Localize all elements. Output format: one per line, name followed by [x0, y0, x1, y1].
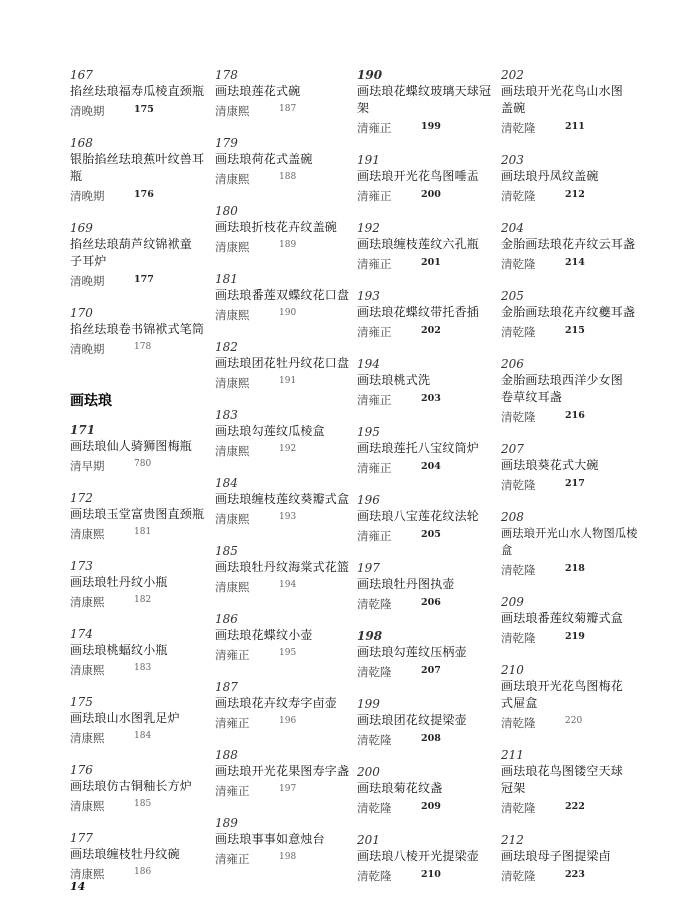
- list-item: [70, 695, 210, 746]
- entry-title: 掐丝珐琅卷书锦袱式笔筒: [70, 322, 205, 336]
- entry-title: 画珐琅折枝花卉纹盖碗: [215, 220, 338, 234]
- list-item: [215, 408, 355, 459]
- entry-era: 清康熙: [215, 376, 250, 390]
- entry-page: 182: [134, 595, 152, 605]
- list-item: [357, 425, 497, 476]
- entry-era: 清雍正: [215, 852, 250, 866]
- entry-era: 清康熙: [70, 595, 105, 609]
- entry-page: 175: [134, 104, 154, 115]
- list-item: [501, 748, 641, 816]
- entry-page: 204: [421, 461, 441, 472]
- list-item: [501, 289, 641, 340]
- entry-page: 198: [279, 852, 297, 862]
- list-item: [501, 442, 641, 493]
- entry-number: 172: [70, 491, 93, 505]
- entry-number: 188: [215, 748, 238, 762]
- list-item: [215, 680, 355, 731]
- entry-number: 206: [501, 357, 524, 371]
- list-item: [215, 544, 355, 595]
- entry-era: 清乾隆: [501, 325, 536, 339]
- entry-number: 183: [215, 408, 238, 422]
- column-1: [70, 68, 210, 882]
- entry-page: 205: [421, 529, 441, 540]
- entry-page: 195: [279, 648, 297, 658]
- entry-title: 画珐琅玉堂富贵图直颈瓶: [70, 507, 205, 521]
- entry-page: 185: [134, 799, 152, 809]
- list-item: [70, 306, 210, 357]
- entry-page: 220: [565, 716, 583, 726]
- entry-era: 清康熙: [215, 444, 250, 458]
- entry-number: 192: [357, 221, 380, 235]
- list-item: [501, 595, 641, 646]
- entry-era: 清乾隆: [501, 869, 536, 883]
- entry-number: 193: [357, 289, 380, 303]
- entry-era: 清乾隆: [501, 121, 536, 135]
- entry-page: 192: [279, 444, 297, 454]
- entry-page: 208: [421, 733, 441, 744]
- list-item: [215, 748, 355, 799]
- entry-page: 196: [279, 716, 297, 726]
- entry-page: 193: [279, 512, 297, 522]
- entry-title: 画珐琅团花牡丹纹花口盘: [215, 356, 350, 370]
- entry-number: 181: [215, 272, 238, 286]
- entry-number: 200: [357, 765, 380, 779]
- list-item: [70, 763, 210, 814]
- list-item: [215, 136, 355, 187]
- section-heading: 画珐琅: [70, 393, 112, 409]
- entry-page: 210: [421, 869, 441, 880]
- entry-page: 200: [421, 189, 441, 200]
- entry-era: 清晚期: [70, 342, 105, 356]
- entry-era: 清康熙: [215, 308, 250, 322]
- column-2: [215, 68, 355, 867]
- entry-page: 183: [134, 663, 152, 673]
- entry-page: 199: [421, 121, 441, 132]
- entry-page: 176: [134, 189, 154, 200]
- entry-title: 画珐琅番莲双蝶纹花口盘: [215, 288, 350, 302]
- entry-era: 清雍正: [357, 393, 392, 407]
- list-item: [215, 816, 355, 867]
- list-item: [501, 153, 641, 204]
- entry-number: 182: [215, 340, 238, 354]
- entry-number: 185: [215, 544, 238, 558]
- list-item: [70, 68, 210, 119]
- entry-title: 画珐琅开光花鸟图梅花式屉盒: [501, 679, 624, 710]
- entry-page: 203: [421, 393, 441, 404]
- entry-title: 画珐琅桃式洗: [357, 373, 431, 387]
- entry-era: 清康熙: [215, 104, 250, 118]
- list-item: [501, 833, 641, 884]
- entry-number: 168: [70, 136, 93, 150]
- list-item: [357, 357, 497, 408]
- entry-number: 174: [70, 627, 93, 641]
- entry-era: 清乾隆: [501, 257, 536, 271]
- entry-title: 画珐琅丹凤纹盖碗: [501, 169, 599, 183]
- entry-era: 清乾隆: [357, 733, 392, 747]
- list-item: [70, 559, 210, 610]
- entry-era: 清乾隆: [357, 801, 392, 815]
- list-item: [501, 357, 641, 425]
- entry-era: 清雍正: [215, 716, 250, 730]
- list-item: [501, 68, 641, 136]
- entry-page: 214: [565, 257, 585, 268]
- entry-number: 203: [501, 153, 524, 167]
- entry-number: 209: [501, 595, 524, 609]
- entry-title: 金胎画珐琅花卉纹夔耳盏: [501, 305, 636, 319]
- entry-number: 178: [215, 68, 238, 82]
- entry-page: 207: [421, 665, 441, 676]
- entry-number: 187: [215, 680, 238, 694]
- entry-title: 画珐琅开光花鸟图唾盂: [357, 169, 480, 183]
- entry-era: 清雍正: [357, 529, 392, 543]
- entry-number: 196: [357, 493, 380, 507]
- entry-number: 189: [215, 816, 238, 830]
- entry-page: 187: [279, 104, 297, 114]
- entry-page: 218: [565, 563, 585, 574]
- entry-title: 画珐琅牡丹纹海棠式花篮: [215, 560, 350, 574]
- entry-era: 清康熙: [70, 663, 105, 677]
- entry-era: 清乾隆: [501, 801, 536, 815]
- entry-era: 清早期: [70, 459, 105, 473]
- entry-number: 191: [357, 153, 380, 167]
- list-item: [357, 765, 497, 816]
- entry-title: 画珐琅仙人骑狮图梅瓶: [70, 439, 193, 453]
- entry-page: 212: [565, 189, 585, 200]
- entry-era: 清雍正: [215, 784, 250, 798]
- entry-page: 217: [565, 478, 585, 489]
- list-item: [357, 153, 497, 204]
- entry-page: 177: [134, 274, 154, 285]
- entry-title: 画珐琅菊花纹盏: [357, 781, 443, 795]
- entry-number: 195: [357, 425, 380, 439]
- entry-era: 清康熙: [70, 527, 105, 541]
- column-4: [501, 68, 641, 884]
- page-number: 14: [70, 880, 86, 893]
- entry-page: 178: [134, 342, 152, 352]
- list-item: [357, 561, 497, 612]
- entry-title: 画珐琅牡丹图执壶: [357, 577, 455, 591]
- list-item: [501, 663, 641, 731]
- entry-number: 179: [215, 136, 238, 150]
- list-item: [357, 289, 497, 340]
- entry-page: 197: [279, 784, 297, 794]
- entry-number: 211: [501, 748, 524, 762]
- list-item: [215, 340, 355, 391]
- entry-era: 清晚期: [70, 274, 105, 288]
- entry-title: 画珐琅八宝莲花纹法轮: [357, 509, 480, 523]
- entry-page: 222: [565, 801, 585, 812]
- list-item: [501, 221, 641, 272]
- entry-page: 223: [565, 869, 585, 880]
- list-item: [215, 612, 355, 663]
- entry-number: 170: [70, 306, 93, 320]
- entry-number: 167: [70, 68, 93, 82]
- entry-era: 清乾隆: [501, 631, 536, 645]
- list-item: [70, 221, 210, 289]
- entry-era: 清乾隆: [357, 869, 392, 883]
- entry-era: 清乾隆: [501, 189, 536, 203]
- entry-page: 209: [421, 801, 441, 812]
- entry-number: 198: [357, 629, 383, 643]
- entry-number: 208: [501, 510, 524, 524]
- entry-number: 169: [70, 221, 93, 235]
- entry-title: 画珐琅牡丹纹小瓶: [70, 575, 168, 589]
- entry-page: 194: [279, 580, 297, 590]
- list-item: [357, 68, 497, 136]
- entry-number: 204: [501, 221, 524, 235]
- entry-title: 画珐琅花卉纹寿字卣壶: [215, 696, 338, 710]
- entry-page: 780: [134, 459, 152, 469]
- list-item: [357, 493, 497, 544]
- entry-era: 清康熙: [70, 731, 105, 745]
- entry-number: 197: [357, 561, 380, 575]
- list-item: [357, 629, 497, 680]
- list-item: [215, 272, 355, 323]
- entry-title: 画珐琅八棱开光提梁壶: [357, 849, 480, 863]
- entry-title: 掐丝珐琅福寿瓜棱直颈瓶: [70, 84, 205, 98]
- list-item: [70, 491, 210, 542]
- entry-title: 画珐琅花蝶纹带托香插: [357, 305, 480, 319]
- list-item: [215, 204, 355, 255]
- entry-page: 188: [279, 172, 297, 182]
- entry-era: 清康熙: [215, 580, 250, 594]
- list-item: [70, 136, 210, 204]
- entry-number: 180: [215, 204, 238, 218]
- entry-number: 212: [501, 833, 524, 847]
- entry-title: 画珐琅莲托八宝纹筒炉: [357, 441, 480, 455]
- entry-page: 215: [565, 325, 585, 336]
- list-item: [501, 510, 641, 578]
- entry-era: 清晚期: [70, 104, 105, 118]
- entry-era: 清乾隆: [501, 563, 536, 577]
- entry-era: 清康熙: [70, 799, 105, 813]
- entry-page: 202: [421, 325, 441, 336]
- entry-title: 画珐琅莲花式碗: [215, 84, 301, 98]
- entry-number: 184: [215, 476, 238, 490]
- entry-number: 173: [70, 559, 93, 573]
- entry-title: 画珐琅葵花式大碗: [501, 458, 599, 472]
- entry-era: 清康熙: [215, 512, 250, 526]
- entry-title: 金胎画珐琅花卉纹云耳盏: [501, 237, 636, 251]
- entry-number: 186: [215, 612, 238, 626]
- list-item: [70, 423, 210, 474]
- entry-page: 211: [565, 121, 585, 132]
- entry-title: 画珐琅开光花果图寿字盏: [215, 764, 350, 778]
- entry-title: 画珐琅缠枝牡丹纹碗: [70, 847, 180, 861]
- entry-page: 190: [279, 308, 297, 318]
- entry-page: 189: [279, 240, 297, 250]
- list-item: [70, 627, 210, 678]
- entry-title: 画珐琅花鸟图镂空天球冠架: [501, 764, 624, 795]
- entry-title: 画珐琅缠枝莲纹六孔瓶: [357, 237, 480, 251]
- entry-era: 清雍正: [357, 257, 392, 271]
- entry-title: 画珐琅桃蝠纹小瓶: [70, 643, 168, 657]
- entry-title: 画珐琅缠枝莲纹葵瓣式盒: [215, 492, 350, 506]
- entry-era: 清雍正: [357, 189, 392, 203]
- entry-era: 清乾隆: [501, 410, 536, 424]
- entry-number: 202: [501, 68, 524, 82]
- entry-era: 清康熙: [70, 867, 105, 881]
- entry-title: 画珐琅荷花式盖碗: [215, 152, 313, 166]
- entry-title: 画珐琅仿古铜釉长方炉: [70, 779, 193, 793]
- entry-era: 清康熙: [215, 172, 250, 186]
- entry-number: 210: [501, 663, 524, 677]
- entry-number: 194: [357, 357, 380, 371]
- entry-number: 207: [501, 442, 524, 456]
- entry-number: 177: [70, 831, 93, 845]
- entry-era: 清康熙: [215, 240, 250, 254]
- entry-page: 184: [134, 731, 152, 741]
- entry-page: 186: [134, 867, 152, 877]
- column-3: [357, 68, 497, 884]
- entry-number: 190: [357, 68, 383, 82]
- entry-number: 199: [357, 697, 380, 711]
- entry-number: 201: [357, 833, 380, 847]
- entry-title: 画珐琅团花纹提梁壶: [357, 713, 467, 727]
- entry-title: 画珐琅母子图提梁卣: [501, 849, 611, 863]
- entry-era: 清乾隆: [357, 597, 392, 611]
- entry-title: 银胎掐丝珐琅蕉叶纹兽耳瓶: [70, 152, 205, 183]
- entry-title: 画珐琅开光山水人物图瓜棱盒: [501, 527, 638, 557]
- list-item: [357, 833, 497, 884]
- entry-title: 画珐琅山水图乳足炉: [70, 711, 180, 725]
- entry-era: 清雍正: [357, 325, 392, 339]
- entry-title: 画珐琅开光花鸟山水图盖碗: [501, 84, 624, 115]
- entry-title: 画珐琅花蝶纹小壶: [215, 628, 313, 642]
- entry-page: 201: [421, 257, 441, 268]
- entry-era: 清乾隆: [501, 478, 536, 492]
- list-item: [357, 221, 497, 272]
- entry-title: 画珐琅勾莲纹压柄壶: [357, 645, 467, 659]
- list-item: [215, 68, 355, 119]
- entry-title: 画珐琅番莲纹菊瓣式盒: [501, 611, 624, 625]
- entry-title: 画珐琅花蝶纹玻璃天球冠架: [357, 84, 492, 115]
- entry-page: 181: [134, 527, 152, 537]
- entry-title: 画珐琅事事如意烛台: [215, 832, 325, 846]
- entry-era: 清雍正: [357, 121, 392, 135]
- entry-era: 清乾隆: [501, 716, 536, 730]
- entry-era: 清晚期: [70, 189, 105, 203]
- entry-era: 清乾隆: [357, 665, 392, 679]
- entry-number: 175: [70, 695, 93, 709]
- entry-page: 219: [565, 631, 585, 642]
- entry-title: 金胎画珐琅西洋少女图卷草纹耳盏: [501, 373, 624, 404]
- entry-title: 掐丝珐琅葫芦纹锦袱童子耳炉: [70, 237, 193, 268]
- entry-era: 清雍正: [357, 461, 392, 475]
- entry-page: 206: [421, 597, 441, 608]
- list-item: [215, 476, 355, 527]
- entry-era: 清雍正: [215, 648, 250, 662]
- entry-page: 216: [565, 410, 585, 421]
- entry-number: 205: [501, 289, 524, 303]
- entry-title: 画珐琅勾莲纹瓜棱盒: [215, 424, 325, 438]
- entry-number: 176: [70, 763, 93, 777]
- entry-number: 171: [70, 423, 96, 437]
- list-item: [357, 697, 497, 748]
- list-item: [70, 831, 210, 882]
- entry-page: 191: [279, 376, 297, 386]
